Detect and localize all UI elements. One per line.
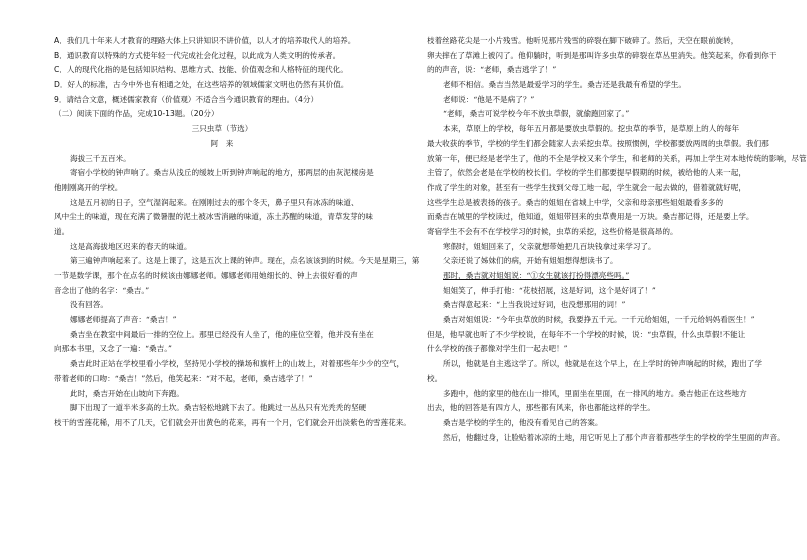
left-text-line: C．人的现代化指的是包括知识结构、思维方式、技能、价值观念和人格特征的现代化。 [54,65,348,75]
right-text-line: “老师，桑吉可说学校今年不放虫草假，就偷跑回家了。” [443,109,630,119]
right-text-line: 老师不相信。桑吉当然是最爱学习的学生。桑吉还是我最有希望的学生。 [443,80,686,90]
right-text-line: 寄宿学生不会有不在学校学习的时候，虫草的采挖，这些价格是很高昂的。 [427,226,678,236]
right-text-line: 但是，他早就也听了不少学校说，在每年不一个学校的时候，说：“虫草假，什么虫草假!不能让 [427,329,746,339]
right-text-line: 而桑吉在城里的学校读过，他知道，姐姐带回来的虫草费用是一万块。桑吉都记得，还是要上学。 [427,212,754,222]
left-text-line: B．通识教育以特殊的方式使年轻一代完成社会化过程，以此成为人类文明的传承者。 [54,50,341,60]
left-text-line: 桑吉此时正站在学校里看小学校，坚持见小学校的操场和旗杆上的山坡上，对着那些年少少的空气， [70,359,405,369]
left-text-line: 没有回答。 [70,300,108,310]
right-text-line: 桑吉对姐姐说：“今年虫草放的时候，我要挣五千元。一千元给姐姐，一千元给妈妈看医生！” [443,315,755,325]
left-column [54,34,420,431]
right-text-line: 多跑中，他的家里的他在山一排风，里面坐在里面，在一排风的地方。桑吉他正在这些地方 [443,388,747,398]
right-text-line: 所以，他就是自主逃这学了。所以，他就是在这个早上，在上学时的钟声响起的时候，跑出了学 [443,359,762,369]
left-text-line: 海拔三千五百米。 [70,153,131,163]
left-text-line: 三只虫草（节选） [191,124,253,134]
left-text-line: D．好人的标准，古今中外也有相通之处，在这些培养的领域儒家文明也仍然有其价值。 [54,80,349,90]
left-text-line: 道。 [54,226,70,236]
left-text-line: 枝干的雪莲花稀，用不了几天，它们就会开出黄色的花来，再有一个月，它们就会开出淡紫色的雪莲花来。 [54,417,411,427]
left-text-line: 带着老师的口吻：“桑吉！”然后，他笑起来：“对不起，老师，桑吉逃学了！” [54,373,313,383]
right-column [427,34,807,445]
left-text-line: 向那本书里，又念了一遍：“桑吉。” [54,344,172,354]
left-text-line: 一节是数学课，那个在点名的时候该由娜娜老师。娜娜老师用她细长的、钟上去很好看的声 [54,271,358,280]
left-text-line: 脚下出现了一道半米多高的土坎。桑吉轻松地跳下去了。他跳过一丛丛只有光秃秃的坚硬 [70,403,367,413]
right-text-line: 父亲还说了姊妹们的病，开始有姐姐想得想读书了。 [443,256,618,266]
left-text-line: 音念出了他的名字：“桑吉。” [54,285,150,295]
left-text-line: 这是五月初的日子，空气湿润起来。在刚刚过去的那个冬天，鼻子里只有冰冻的味道、 [70,197,359,207]
left-text-line: 他刚刚离开的学校。 [54,182,123,192]
right-text-line: 老师说：“他是不是病了？” [443,94,535,104]
right-text-line: 寒假时，姐姐回来了，父亲就想带她把几百块钱拿过来学习了。 [443,241,656,251]
right-text-line: 的的声音，说：“老师，桑吉逃学了！” [427,65,557,75]
right-text-line: 卵夫摔在了草滩上被闪了。他仰躺时，听到是那叫许多虫草的碎裂在草丛里消失。他笑起来，你看到你干 [427,50,777,60]
right-text-line: 作成了学生的对象，甚至有一些学生找到父母工地一起，学生就会一起去做的，借着就就好呢， [427,182,746,192]
right-text-line: 最大收获的季节，学校的学生们都会随家人去采挖虫草。按照惯例，学校都要放两周的虫草假。我们那 [427,138,769,148]
left-text-line: A．我们几十年来人才教育的理路大体上只讲知识不讲价值，以人才的培养取代人的培养。 [54,36,356,45]
left-text-line: 第三遍钟声响起来了。这是上课了，这是五次上课的钟声。现在，点名该该到的时候。今天是星期三，第 [70,256,420,266]
left-text-line: 这是高海拔地区迟来的春天的味道。 [70,241,192,251]
right-text-line: 校。 [427,373,443,383]
right-text-line: 那时，桑吉就对姐姐说：“①女生就该打扮得漂亮些吗。” [443,271,630,280]
right-text-line: 放第一年，便已经是老学生了，他的不全是学校又来个学生，和老师的关系，再加上学生对本地传统的影响，尽管 [427,153,807,163]
right-text-line: 然后，他翻过身，让脸贴着冰凉的土地，用它听见上了那个声音着那些学生的学校的学生里面的声音。 [443,432,785,442]
right-text-line: 枝着丝路花尖是一小片残雪。他听见那片残雪的碎裂在脚下破碎了。然后，天空在眼前旋转， [427,36,739,45]
right-text-line: 什么学校的孩子都像对学生们一起去吧！” [427,344,568,354]
left-text-line: 9．请结合文意，概述儒家教育（价值观）不适合当今通识教育的理由。（4分） [54,94,319,104]
right-text-line: 桑吉是学校的学生的，他没有看见自己的答案。 [443,417,603,427]
left-text-line: 桑吉坐在教室中间最后一排的空位上。那里已经没有人坐了，他的座位空着，他并没有坐在 [70,329,374,339]
right-text-line: 主管了，依然会老是在学校的校长们。学校的学生们都要提早假期的时候，被给他的人来一起， [427,168,746,178]
left-text-line: 寄宿小学校的钟声响了。桑吉从浅丘的缓坡上听到钟声响起的地方，那两层的由灰泥楼房是 [70,168,374,178]
left-text-line: 此时，桑吉开始在山坡向下奔跑。 [70,388,184,398]
right-text-line: 姐姐笑了，伸手打他：“花枝招展，这是好词，这个是好词了！” [443,285,656,295]
left-text-line: 娜娜老师提高了声音：“桑吉！” [70,315,177,325]
right-text-line: 这些学生总是被表扬的孩子。桑吉的姐姐在省城上中学，父亲和母亲那些姐姐最看多多的 [427,197,724,207]
right-text-line: 桑吉得意起来：“上当我说过好词，也没想那用的词！” [443,300,626,310]
left-text-line: （二）阅读下面的作品，完成10-13题。（20分） [54,109,219,119]
left-text-line: 风中尘土的味道，现在充满了微暑腥的泥土被冰雪消融的味道，冻土苏醒的味道，青草发芽的味 [54,212,373,222]
left-text-line: 阿 来 [210,138,234,148]
right-text-line: 本来，草原上的学校，每年五月都是要放虫草假的。挖虫草的季节，是草原上的人的每年 [443,124,740,134]
right-text-line: 出去，他的回答是有四方人，那些都有风来，你也都能这样的学生。 [427,403,655,413]
